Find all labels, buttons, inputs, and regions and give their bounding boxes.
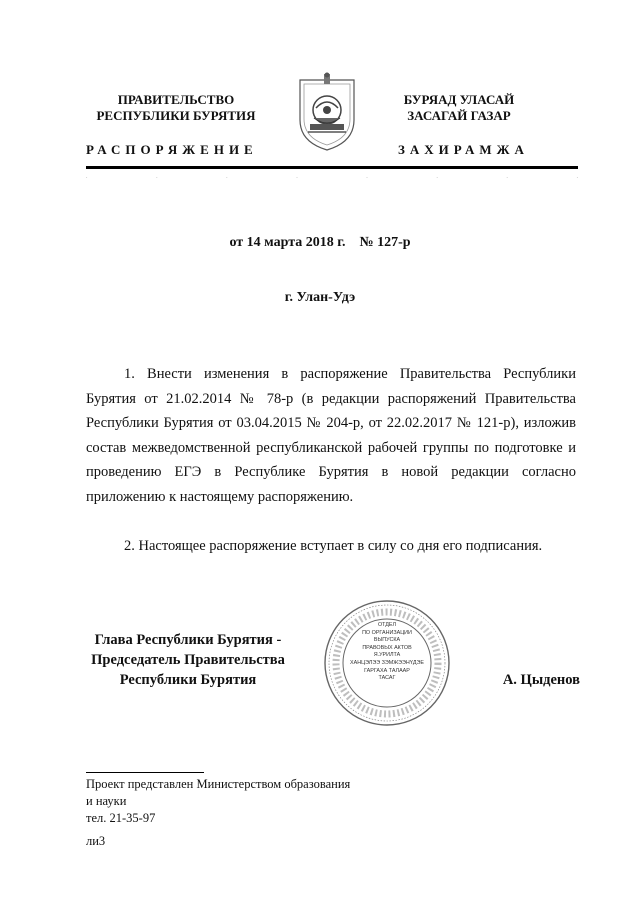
order-paragraph-2: 2. Настоящее распоряжение вступает в силу со дня его подписания. [124, 538, 543, 554]
draft-note [86, 776, 406, 850]
signatory-title-line3: Республики Бурятия [119, 672, 257, 688]
government-name-ru-line1: ПРАВИТЕЛЬСТВО [117, 92, 235, 107]
document-type-bua: ЗАХИРАМЖА [398, 142, 529, 157]
stamp-line7: ГАРГАХА ТАЛААР [364, 667, 410, 674]
signatory-title [80, 630, 296, 690]
stamp-line2: ПО ОРГАНИЗАЦИИ [362, 629, 412, 636]
signatory-title-line1: Глава Республики Бурятия - [94, 632, 282, 648]
stamp-inner-text [346, 622, 428, 683]
footer-rule [86, 772, 204, 773]
government-name-bua-line1: БУРЯАД УЛАСАЙ [403, 92, 515, 107]
stamp-line1: ОТДЕЛ [377, 622, 397, 628]
document-city: г. Улан-Удэ [284, 290, 356, 305]
stamp-line4: ПРАВОВЫХ АКТОВ [362, 644, 412, 651]
government-name-bua-line2: ЗАСАГАЙ ГАЗАР [407, 108, 511, 123]
draft-note-line2: и науки [86, 794, 127, 808]
header-rule [86, 166, 578, 169]
order-paragraph-1: 1. Внести изменения в распоряжение Правительства Республики Бурятия от 21.02.2014 № 78-р (в редакции распоряжений Правительства Республики Бурятия от 03.04.2015 № 204-р, от 22.02.2017 № 121-р), изложив состав межведомственной республиканской рабочей группы по подготовке и проведению ЕГЭ в Республике Бурятия в новой редакции согласно приложению к настоящему распоряжению. [86, 366, 576, 505]
government-name-ru [86, 92, 266, 124]
official-stamp [322, 598, 452, 728]
stamp-line6: ХАНЦЭЛЭЭ ЗЭМЖЭЭНҮДЭЕ [350, 659, 424, 666]
document-date-number: от 14 марта 2018 г. № 127-р [229, 235, 411, 250]
signatory-name: А. Цыденов [502, 672, 580, 688]
coat-of-arms-of-buryatia-icon [294, 72, 360, 154]
header-dotted-line: . . . . . . . . [86, 174, 578, 180]
signatory-title-line2: Председатель Правительства [91, 652, 285, 668]
stamp-line3: ВЫПУСКА [373, 637, 401, 644]
document-type-ru: РАСПОРЯЖЕНИЕ [86, 142, 258, 157]
draft-note-phone: тел. 21-35-97 [86, 811, 156, 825]
stamp-line5: Я.УРИЛТА [373, 652, 401, 659]
draft-note-code: ли3 [86, 834, 106, 848]
draft-note-line1: Проект представлен Министерством образования [86, 777, 351, 791]
government-name-bua [378, 92, 540, 124]
stamp-line8: ТАСАГ [378, 675, 396, 682]
government-name-ru-line2: РЕСПУБЛИКИ БУРЯТИЯ [96, 108, 256, 123]
